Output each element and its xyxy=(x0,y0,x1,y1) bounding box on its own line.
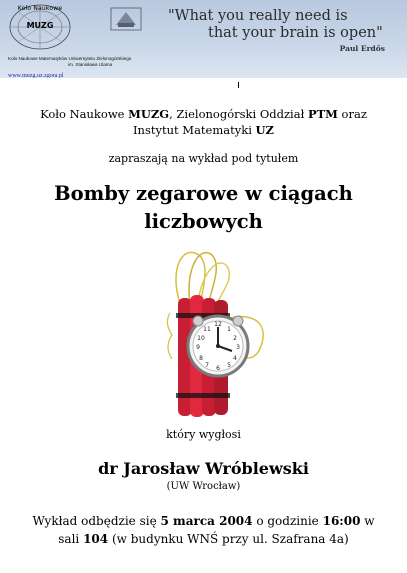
org-text-4: Instytut Matematyki xyxy=(133,123,256,137)
org-uz: UZ xyxy=(255,123,274,137)
details-text-3: w xyxy=(360,514,375,528)
svg-text:4: 4 xyxy=(233,355,237,362)
org-text-1: Koło Naukowe xyxy=(40,107,129,121)
title-line-1: Bomby zegarowe w ciągach xyxy=(54,182,353,205)
svg-text:10: 10 xyxy=(197,335,205,342)
speaker-affiliation: (UW Wrocław) xyxy=(166,481,241,492)
title-line-2: liczbowych xyxy=(144,210,263,233)
svg-text:2: 2 xyxy=(233,335,237,342)
svg-text:1: 1 xyxy=(227,326,231,333)
header-banner xyxy=(0,0,407,78)
website-link[interactable]: www.muzg.uz.zgora.pl xyxy=(8,73,64,78)
quote-author: Paul Erdős xyxy=(339,44,385,53)
details-text-2: o godzinie xyxy=(252,514,323,528)
institution-line-2: im. Stanisława Ulama xyxy=(68,62,113,67)
org-text-2: , Zielonogórski Oddział xyxy=(169,107,308,121)
svg-text:7: 7 xyxy=(205,362,209,369)
logo-wordmark: MUZG xyxy=(26,21,54,30)
svg-text:9: 9 xyxy=(196,344,200,351)
institution-name xyxy=(8,56,268,68)
org-ptm: PTM xyxy=(307,107,338,121)
logo-caption: Koło Naukowe xyxy=(17,5,63,12)
lecture-room: 104 xyxy=(83,532,109,546)
speaker-name: dr Jarosław Wróblewski xyxy=(98,459,309,478)
quote-line-1: "What you really need is xyxy=(168,8,348,24)
lecture-time: 16:00 xyxy=(322,514,361,528)
university-seal-icon xyxy=(110,7,142,31)
speaker-intro: który wygłosi xyxy=(166,428,241,441)
lecture-details xyxy=(0,512,407,548)
lecture-title xyxy=(0,180,407,236)
quote-line-2: that your brain is open" xyxy=(208,25,383,41)
details-text-5: (w budynku WNŚ przy ul. Szafrana 4a) xyxy=(108,532,349,546)
divider-mark xyxy=(238,82,239,88)
org-text-3: oraz xyxy=(337,107,367,121)
invitation-text: zapraszają na wykład pod tytułem xyxy=(108,152,299,165)
muzg-logo-icon xyxy=(8,2,72,52)
institution-line-1: Koło Naukowe Matematyków Uniwersytetu Zielonogórskiego xyxy=(8,56,132,61)
svg-text:3: 3 xyxy=(236,344,240,351)
details-text-4: sali xyxy=(58,532,84,546)
lecture-date: 5 marca 2004 xyxy=(160,514,253,528)
svg-text:5: 5 xyxy=(227,362,231,369)
org-muzg: MUZG xyxy=(128,107,170,121)
erdos-quote xyxy=(168,8,398,42)
time-bomb-clock-icon xyxy=(150,243,280,423)
details-text-1: Wykład odbędzie się xyxy=(32,514,161,528)
svg-text:8: 8 xyxy=(199,355,203,362)
svg-text:11: 11 xyxy=(203,326,211,333)
svg-text:6: 6 xyxy=(216,365,220,372)
organizers xyxy=(0,106,407,138)
svg-text:12: 12 xyxy=(214,321,222,328)
